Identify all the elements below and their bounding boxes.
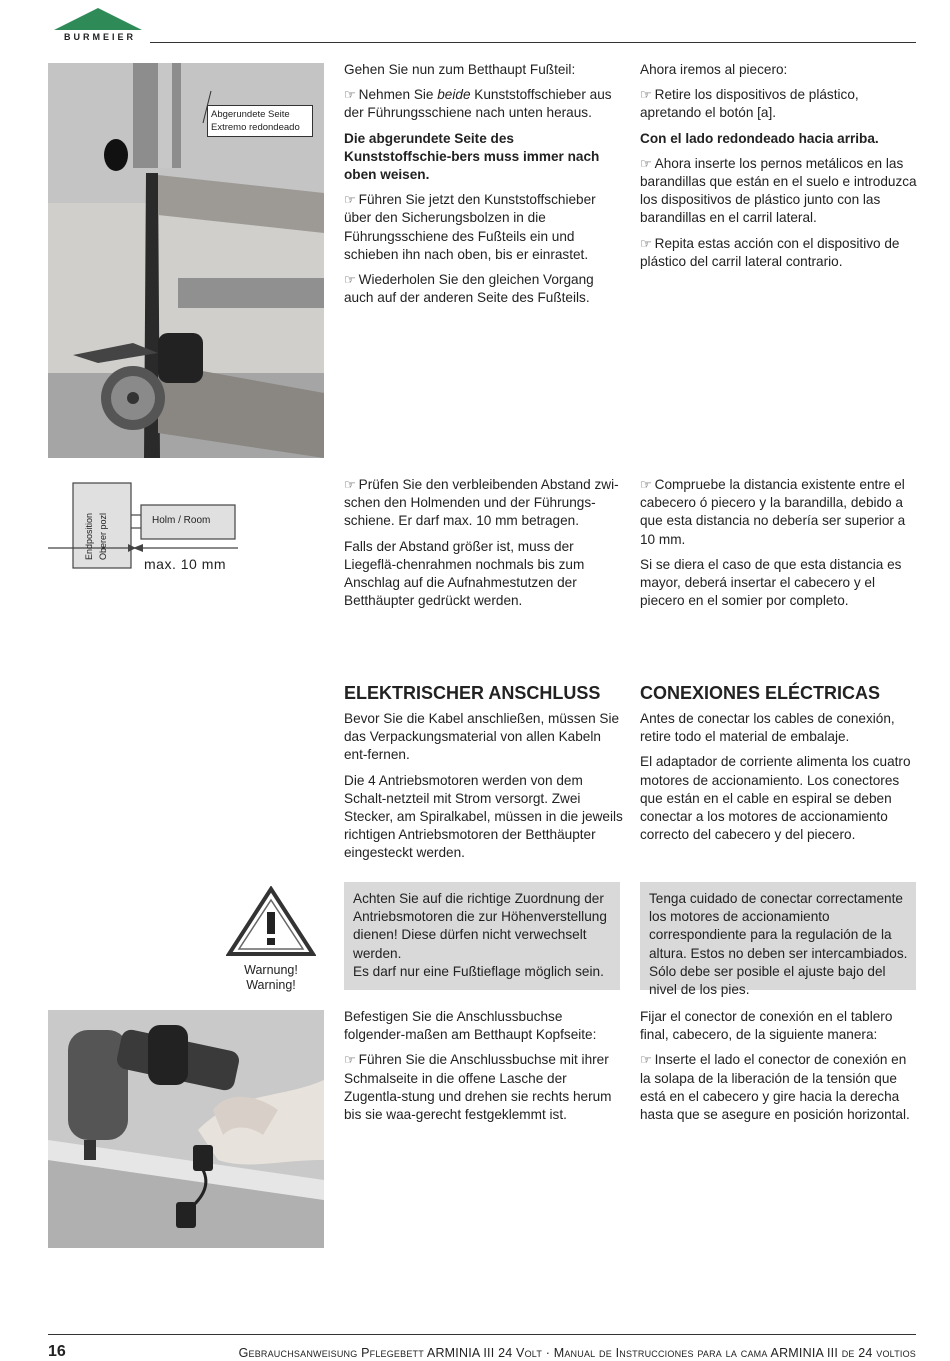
section1-es-step1	[640, 86, 920, 122]
section2-german	[344, 476, 624, 617]
callout-es: Extremo redondeado	[211, 122, 300, 133]
pointing-hand-icon: ☞	[344, 477, 356, 492]
section1-es-step3	[640, 235, 920, 271]
section2-spanish	[640, 476, 920, 617]
warning-de-text-2: Es darf nur eine Fußtieflage möglich sein.	[353, 963, 604, 979]
section4-de-p2: Führen Sie die Anschlussbuchse mit ihrer Schmalseite in die offene Lasche der Zugentla-stung und drehen sie rechts herum bis sie waa-gerecht festgeklemmt ist.	[344, 1052, 612, 1123]
connector-photo	[48, 1010, 324, 1248]
footer-title: Gebrauchsanweisung Pflegebett ARMINIA III 24 Volt · Manual de Instrucciones para la cama ARMINIA III de 24 voltios	[238, 1346, 916, 1360]
pointing-hand-icon: ☞	[640, 87, 652, 103]
section3-spanish	[640, 682, 920, 851]
section1-de-note: Die abgerundete Seite des Kunststoffschie-bers muss immer nach oben weisen.	[344, 130, 600, 183]
pointing-hand-icon: ☞	[640, 477, 652, 492]
brand-name: BURMEIER	[63, 32, 136, 42]
vertical-label-1: Endposition	[84, 512, 94, 560]
warning-label-de: Warnung!	[244, 963, 298, 977]
step2-text: Ahora inserte los pernos metálicos en las barandillas que están en el suelo e introduzca los dispositivos de plástico junto con las barandillas en el carril lateral.	[640, 155, 917, 226]
section1-de-step1	[344, 86, 624, 122]
section1-es-step2	[640, 155, 920, 228]
warning-es-text: Tenga cuidado de conectar correctamente los motores de accionamiento correspondiente para la regulación de la altura. Estos no deben ser intercambiados. Sólo debe ser posible el ajuste bajo del nivel de los pies.	[649, 891, 908, 998]
section1-de-step2	[344, 191, 624, 264]
section2-es-p2: Si se diera el caso de que esta distancia es mayor, deberá insertar el cabecero y el piecero en el somier por completo.	[640, 556, 902, 609]
section3-es-p1: Antes de conectar los cables de conexión, retire todo el material de embalaje.	[640, 711, 895, 745]
pointing-hand-icon: ☞	[344, 87, 356, 103]
gap-measurement-diagram	[48, 478, 298, 578]
vertical-label-2: Oberer pozl	[98, 512, 108, 560]
connector-photo-illustration	[48, 1010, 324, 1248]
step1-emphasis: beide	[437, 87, 471, 103]
step1-text-b: Kunststoffschieber aus der Führungsschiene nach unten heraus.	[344, 87, 612, 121]
section3-de-p1: Bevor Sie die Kabel anschließen, müssen Sie das Verpackungsmaterial von allen Kabeln ent-fernen.	[344, 711, 620, 763]
rail-label: Holm / Room	[152, 515, 211, 526]
section1-german	[344, 61, 624, 314]
pointing-hand-icon: ☞	[344, 272, 356, 288]
section3-de-p2: Die 4 Antriebsmotoren werden von dem Schalt-netzteil mit Strom versorgt. Zwei Stecker, am Spiralkabel, müssen in die jeweils richtigen Antriebsmotoren der Betthäupter eingesteckt werden.	[344, 772, 623, 861]
section1-spanish	[640, 61, 920, 278]
photo-callout	[207, 105, 313, 137]
warning-de-text: Achten Sie auf die richtige Zuordnung der Antriebsmotoren die zur Höhenverstellung dienen! Diese dürfen nicht verwechselt werden.	[353, 891, 607, 961]
section3-german	[344, 682, 624, 870]
electrical-heading-de: ELEKTRISCHER ANSCHLUSS	[344, 683, 601, 703]
section4-de-step	[344, 1051, 624, 1124]
section2-de-step	[344, 476, 624, 531]
warning-label-en: Warning!	[246, 978, 296, 992]
warning-triangle-icon	[226, 886, 316, 958]
step2-text: Führen Sie jetzt den Kunststoffschieber über den Sicherungsbolzen in die Führungsschiene des Fußteils ein und schieben ihn nach oben, bis er einrastet.	[344, 192, 596, 262]
pointing-hand-icon: ☞	[640, 235, 652, 251]
step1-text-a: Nehmen Sie	[358, 87, 438, 103]
pointing-hand-icon: ☞	[344, 1052, 356, 1068]
section4-es-step	[640, 1051, 920, 1124]
section1-de-step3	[344, 271, 624, 307]
oberer-label	[98, 513, 108, 560]
page-number: 16	[48, 1343, 66, 1360]
warning-box-german	[344, 882, 620, 990]
max-gap-label: max. 10 mm	[144, 556, 227, 572]
pointing-hand-icon: ☞	[344, 192, 356, 208]
pointing-hand-icon: ☞	[640, 1052, 652, 1068]
section4-es-p1: Fijar el conector de conexión en el tablero final, cabecero, de la siguiente manera:	[640, 1009, 893, 1043]
section4-german	[344, 1008, 624, 1131]
section2-de-p1: Prüfen Sie den verbleibenden Abstand zwi-schen den Holmenden und der Führungs-schiene. Er darf max. 10 mm betragen.	[344, 477, 619, 529]
section4-spanish	[640, 1008, 920, 1131]
section4-de-p1: Befestigen Sie die Anschlussbuchse folgender-maßen am Betthaupt Kopfseite:	[344, 1009, 597, 1043]
section2-es-step	[640, 476, 920, 549]
step3-text: Wiederholen Sie den gleichen Vorgang auch auf der anderen Seite des Fußteils.	[344, 272, 594, 306]
section1-es-intro: Ahora iremos al piecero:	[640, 62, 788, 77]
section4-es-p2: Inserte el lado el conector de conexión en la solapa de la liberación de la tensión que está en el cabecero y gire hacia la derecha hasta que se asegure en posición horizontal.	[640, 1052, 910, 1123]
section3-es-p2: El adaptador de corriente alimenta los cuatro motores de accionamiento. Los conectores que están en el cable en espiral se deben conectar a los motores de accionamiento correcto del cabecero y del piecero.	[640, 754, 911, 843]
callout-de: Abgerundete Seite	[211, 109, 290, 120]
footer-divider	[48, 1334, 916, 1335]
step1-text: Retire los dispositivos de plástico, apretando el botón [a].	[640, 87, 859, 121]
section2-es-p1: Compruebe la distancia existente entre el cabecero ó piecero y la barandilla, debido a que esta distancia no debería ser superior a 10 mm.	[640, 477, 906, 547]
logo-roof-icon	[54, 8, 142, 30]
section1-de-intro: Gehen Sie nun zum Betthaupt Fußteil:	[344, 62, 576, 77]
warning-sign	[226, 886, 316, 990]
section1-es-note: Con el lado redondeado hacia arriba.	[640, 130, 879, 146]
section2-de-p2: Falls der Abstand größer ist, muss der Liegeflä-chenrahmen nochmals bis zum Anschlag auf die Aufnahmestutzen der Betthäupter gedrückt werden.	[344, 538, 585, 609]
pointing-hand-icon: ☞	[640, 155, 652, 171]
warning-box-spanish	[640, 882, 916, 998]
endposition-label	[84, 513, 94, 560]
header-divider	[150, 42, 916, 43]
step3-text: Repita estas acción con el dispositivo de plástico del carril lateral contrario.	[640, 235, 900, 269]
electrical-heading-es: CONEXIONES ELÉCTRICAS	[640, 683, 881, 703]
